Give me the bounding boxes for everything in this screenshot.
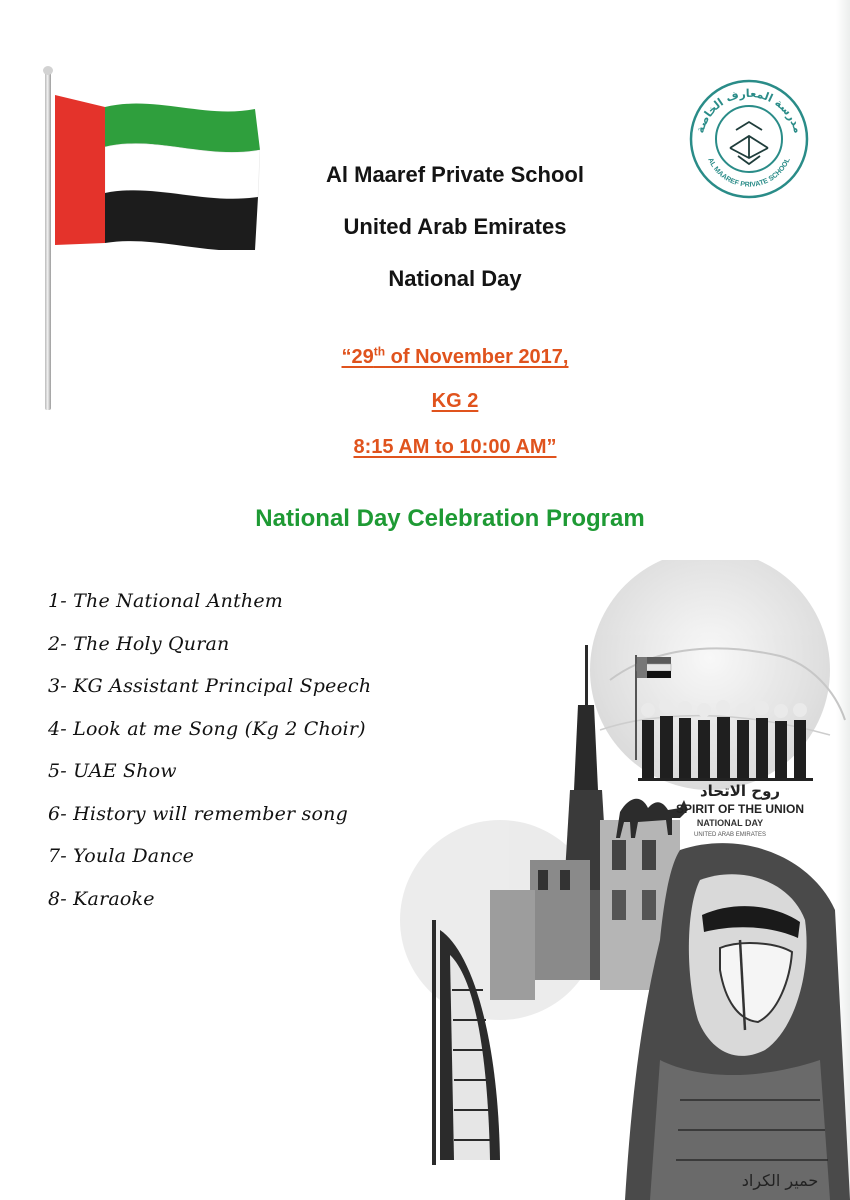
banner-title: SPIRIT OF THE UNION <box>675 802 805 816</box>
national-day-artwork <box>380 560 850 1200</box>
program-item: 3- KG Assistant Principal Speech <box>48 675 372 697</box>
event-grade <box>250 390 660 413</box>
program-item: 4- Look at me Song (Kg 2 Choir) <box>48 717 366 740</box>
logo-arabic-text: مدرسة المعارف الخاصة <box>693 86 805 135</box>
uae-flag <box>55 95 260 250</box>
flag-pole <box>45 70 51 410</box>
time-text: 8:15 AM to 10:00 AM” <box>353 436 557 458</box>
program-item: 5- UAE Show <box>48 760 177 782</box>
program-item: 1- The National Anthem <box>48 590 284 612</box>
grade-text: KG 2 <box>431 390 479 412</box>
event-date <box>250 344 660 369</box>
date-suffix: th <box>373 344 386 358</box>
date-prefix: “29 <box>341 345 374 368</box>
program-item: 2- The Holy Quran <box>48 632 230 655</box>
program-item: 8- Karaoke <box>48 887 155 910</box>
banner-arabic: روح الاتحاد <box>699 782 781 800</box>
banner-small: UNITED ARAB EMIRATES <box>694 832 766 838</box>
banner-subtitle: NATIONAL DAY <box>696 818 764 828</box>
flag-red-band <box>55 95 105 245</box>
svg-text:مدرسة المعارف الخاصة <box>693 87 804 135</box>
artist-signature: حمير الكراد <box>741 1171 819 1190</box>
program-item: 6- History will remember song <box>48 802 348 825</box>
school-name: Al Maaref Private School <box>326 162 584 187</box>
date-rest: of November 2017, <box>385 345 569 368</box>
logo-english-text: AL MAAREF PRIVATE SCHOOL <box>706 156 792 189</box>
program-list <box>48 590 371 930</box>
event-time <box>250 436 660 459</box>
flag-pole-cap <box>43 66 53 75</box>
program-item: 7- Youla Dance <box>48 845 195 867</box>
country-name: United Arab Emirates <box>343 214 567 239</box>
program-title: National Day Celebration Program <box>255 505 645 532</box>
flag-black-stripe <box>105 190 258 250</box>
event-name: National Day <box>388 266 522 291</box>
book-icon <box>730 122 768 164</box>
school-logo <box>688 78 810 200</box>
